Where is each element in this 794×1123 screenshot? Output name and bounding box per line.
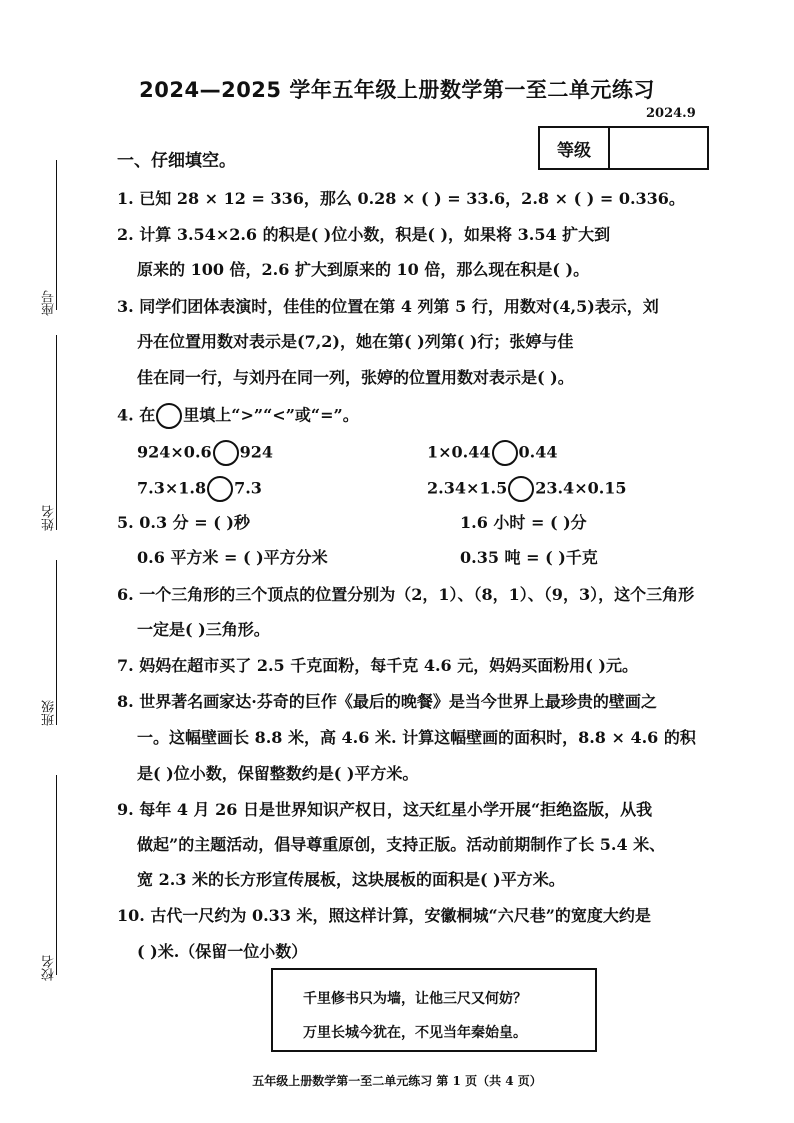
- question-1: 1. 已知 28 × 12 = 336，那么 0.28 × ( ) = 33.6，2.8 × ( ) = 0.336。: [117, 189, 685, 208]
- side-line-seat: [56, 160, 57, 310]
- question-3-line-2: 丹在位置用数对表示是(7,2)，她在第( )列第( )行；张婷与佳: [137, 332, 574, 351]
- compare-circle-1[interactable]: [213, 440, 239, 466]
- grade-label: 等级: [540, 128, 610, 168]
- side-line-school: [56, 775, 57, 975]
- side-label-class: 班级: [42, 700, 57, 726]
- question-9-line-1: 9. 每年 4 月 26 日是世界知识产权日，这天红星小学开展“拒绝盗版，从我: [117, 800, 653, 819]
- grade-box: [538, 126, 709, 170]
- question-3-line-3: 佳在同一行，与刘丹在同一列，张婷的位置用数对表示是( )。: [137, 368, 574, 387]
- question-10-line-1: 10. 古代一尺约为 0.33 米，照这样计算，安徽桐城“六尺巷”的宽度大约是: [117, 906, 651, 925]
- q4-item-2: [427, 440, 557, 466]
- question-4-instruction: [117, 403, 359, 429]
- q4-instruction-before: 4. 在: [117, 405, 156, 425]
- poem-line-1: 千里修书只为墙，让他三尺又何妨？: [303, 991, 527, 1007]
- question-8-line-3: 是( )位小数，保留整数约是( )平方米。: [137, 764, 419, 783]
- q4-item-3-right: 7.3: [234, 478, 262, 498]
- question-8-line-1: 8. 世界著名画家达·芬奇的巨作《最后的晚餐》是当今世界上最珍贵的壁画之: [117, 692, 657, 711]
- question-10-line-2: ( )米.（保留一位小数）: [137, 942, 308, 961]
- compare-circle-icon: [156, 403, 182, 429]
- q4-item-4-left: 2.34×1.5: [427, 478, 508, 498]
- q4-item-3-left: 7.3×1.8: [137, 478, 207, 498]
- q4-item-2-right: 0.44: [518, 442, 558, 462]
- q4-item-3: [137, 476, 262, 502]
- question-6-line-1: 6. 一个三角形的三个顶点的位置分别为（2，1）、（8，1）、（9，3），这个三角形: [117, 585, 695, 604]
- question-8-line-2: 一。这幅壁画长 8.8 米，高 4.6 米. 计算这幅壁画的面积时，8.8 × 4.6 的积: [137, 728, 696, 747]
- question-2-line-2: 原来的 100 倍，2.6 扩大到原来的 10 倍，那么现在积是( )。: [137, 260, 590, 279]
- question-9-line-3: 宽 2.3 米的长方形宣传展板，这块展板的面积是( )平方米。: [137, 870, 565, 889]
- side-label-name: 姓名: [42, 505, 57, 531]
- section-heading: 一、仔细填空。: [117, 151, 236, 171]
- grade-value-field[interactable]: [610, 128, 707, 168]
- q4-item-1: [137, 440, 273, 466]
- poem-line-2: 万里长城今犹在，不见当年秦始皇。: [303, 1025, 527, 1041]
- compare-circle-2[interactable]: [492, 440, 518, 466]
- compare-circle-4[interactable]: [508, 476, 534, 502]
- side-label-school: 校名: [42, 955, 57, 981]
- exam-date: 2024.9: [646, 106, 696, 121]
- q4-item-1-right: 924: [239, 442, 274, 462]
- side-label-seat: 座号: [42, 290, 57, 316]
- poem-box: [271, 968, 597, 1052]
- q4-item-4-right: 23.4×0.15: [535, 478, 627, 498]
- page-title: 2024—2025 学年五年级上册数学第一至二单元练习: [139, 78, 655, 102]
- question-7: 7. 妈妈在超市买了 2.5 千克面粉，每千克 4.6 元，妈妈买面粉用( )元。: [117, 656, 638, 675]
- side-line-name: [56, 335, 57, 530]
- question-2-line-1: 2. 计算 3.54×2.6 的积是( )位小数，积是( )，如果将 3.54 扩大到: [117, 225, 611, 244]
- page-footer: 五年级上册数学第一至二单元练习 第 1 页（共 4 页）: [252, 1074, 542, 1088]
- question-5d: 0.35 吨 = ( )千克: [460, 548, 598, 567]
- question-3-line-1: 3. 同学们团体表演时，佳佳的位置在第 4 列第 5 行，用数对(4,5)表示，刘: [117, 297, 659, 316]
- q4-item-4: [427, 476, 627, 502]
- question-6-line-2: 一定是( )三角形。: [137, 620, 270, 639]
- question-5a: 5. 0.3 分 = ( )秒: [117, 513, 250, 532]
- compare-circle-3[interactable]: [207, 476, 233, 502]
- question-5b: 1.6 小时 = ( )分: [460, 513, 587, 532]
- q4-instruction-after: 里填上“>”“<”或“=”。: [183, 405, 359, 425]
- q4-item-2-left: 1×0.44: [427, 442, 491, 462]
- question-9-line-2: 做起”的主题活动，倡导尊重原创，支持正版。活动前期制作了长 5.4 米、: [137, 835, 666, 854]
- q4-item-1-left: 924×0.6: [137, 442, 212, 462]
- question-5c: 0.6 平方米 = ( )平方分米: [137, 548, 328, 567]
